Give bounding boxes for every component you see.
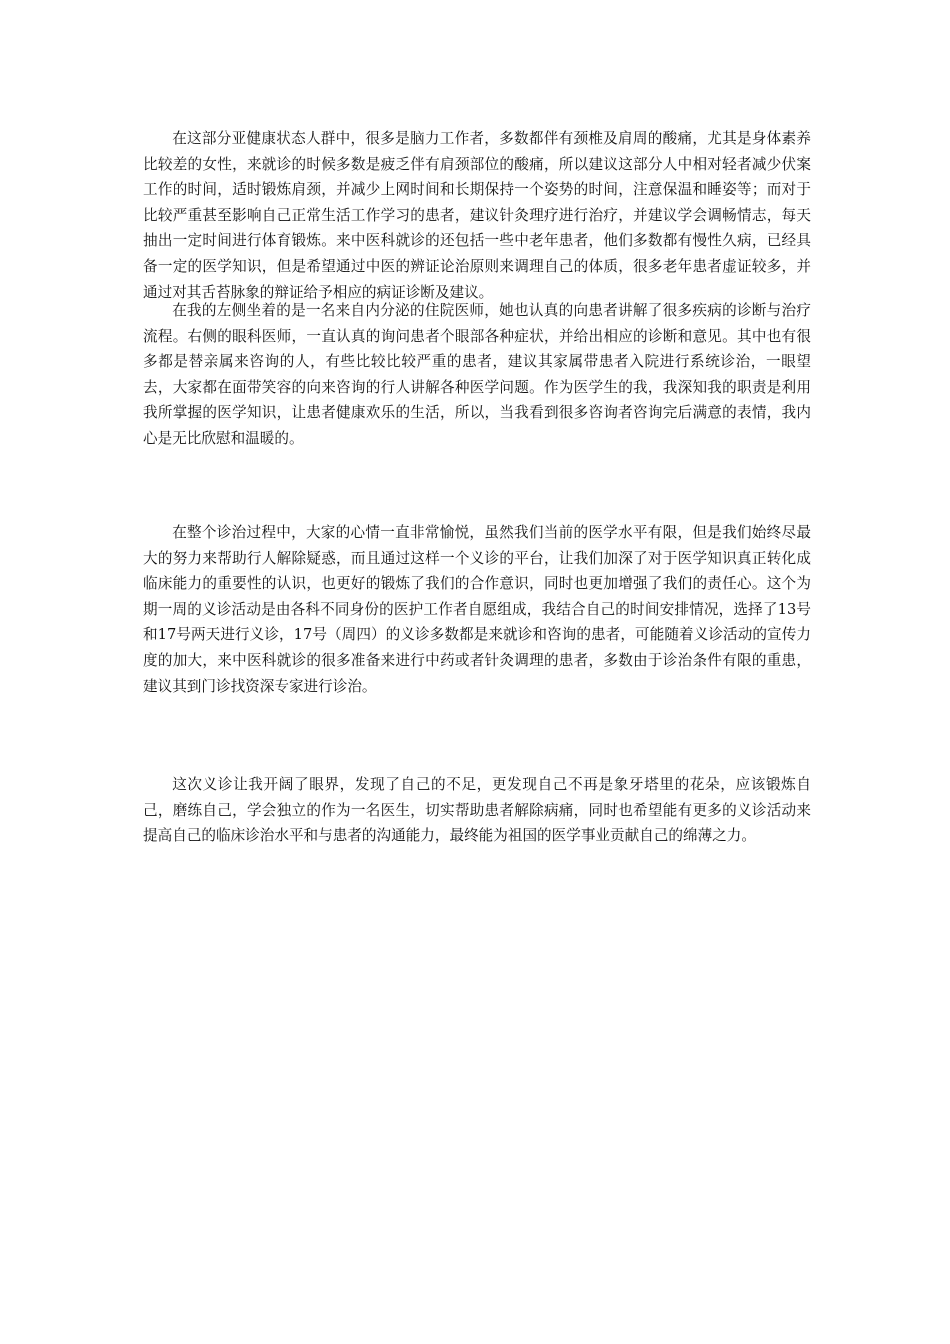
paragraph-clinic-process: 在整个诊治过程中，大家的心情一直非常愉悦，虽然我们当前的医学水平有限，但是我们始终尽最大的努力来帮助行人解除疑惑，而且通过这样一个义诊的平台，让我们加深了对于医学知识真正转化成临床能力的重要性的认识，也更好的锻炼了我们的合作意识，同时也更加增强了我们的责任心。这个为期一周的义诊活动是由各科不同身份的医护工作者自愿组成，我结合自己的时间安排情况，选择了13号和17号两天进行义诊，17号（周四）的义诊多数都是来就诊和咨询的患者，可能随着义诊活动的宣传力度的加大，来中医科就诊的很多准备来进行中药或者针灸调理的患者，多数由于诊治条件有限的重患，建议其到门诊找资深专家进行诊治。 bbox=[143, 524, 811, 695]
paragraph-reflection: 这次义诊让我开阔了眼界，发现了自己的不足，更发现自己不再是象牙塔里的花朵，应该锻炼自己，磨练自己，学会独立的作为一名医生，切实帮助患者解除病痛，同时也希望能有更多的义诊活动来提高自己的临床诊治水平和与患者的沟通能力，最终能为祖国的医学事业贡献自己的绵薄之力。 bbox=[143, 776, 811, 845]
paragraph-patient-groups: 在这部分亚健康状态人群中，很多是脑力工作者，多数都伴有颈椎及肩周的酸痛，尤其是身体素养比较差的女性，来就诊的时候多数是疲乏伴有肩颈部位的酸痛，所以建议这部分人中相对轻者减少伏案工作的时间，适时锻炼肩颈，并减少上网时间和长期保持一个姿势的时间，注意保温和睡姿等；而对于比较严重甚至影响自己正常生活工作学习的患者，建议针灸理疗进行治疗，并建议学会调畅情志，每天抽出一定时间进行体育锻炼。来中医科就诊的还包括一些中老年患者，他们多数都有慢性久病，已经具备一定的医学知识，但是希望通过中医的辨证论治原则来调理自己的体质，很多老年患者虚证较多，并通过对其舌苔脉象的辩证给予相应的病证诊断及建议。 bbox=[143, 130, 811, 301]
paragraph-colleagues: 在我的左侧坐着的是一名来自内分泌的住院医师，她也认真的向患者讲解了很多疾病的诊断与治疗流程。右侧的眼科医师，一直认真的询问患者个眼部各种症状，并给出相应的诊断和意见。其中也有很多都是替亲属来咨询的人，有些比较比较严重的患者，建议其家属带患者入院进行系统诊治，一眼望去，大家都在面带笑容的向来咨询的行人讲解各种医学问题。作为医学生的我，我深知我的职责是利用我所掌握的医学知识，让患者健康欢乐的生活，所以，当我看到很多咨询者咨询完后满意的表情，我内心是无比欣慰和温暖的。 bbox=[143, 302, 811, 447]
